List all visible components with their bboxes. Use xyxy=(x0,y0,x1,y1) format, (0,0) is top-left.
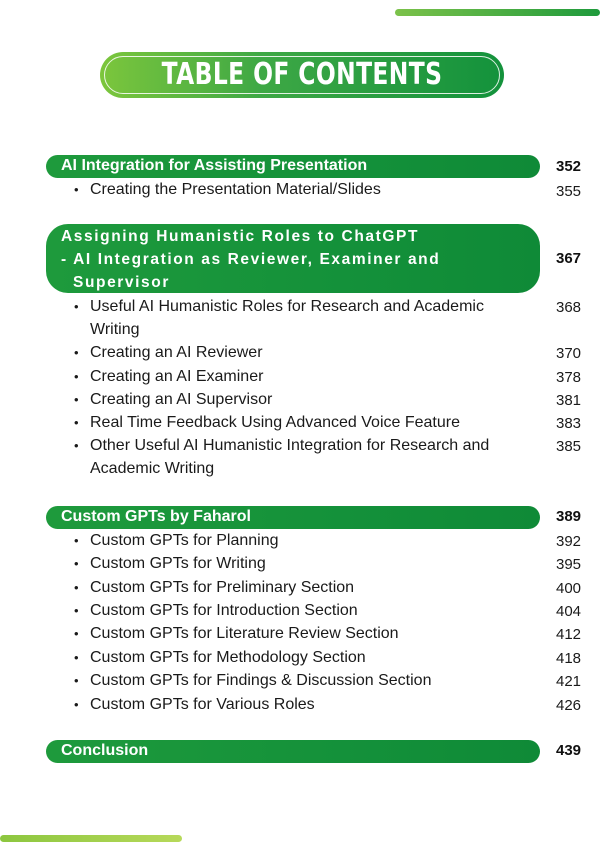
toc-title-banner xyxy=(100,52,504,98)
section-page-number: 389 xyxy=(556,508,582,525)
bullet-icon: • xyxy=(74,580,79,595)
entry-page-number: 385 xyxy=(556,438,582,455)
bullet-icon: • xyxy=(74,369,79,384)
bullet-icon: • xyxy=(74,650,79,665)
section-title: Custom GPTs by Faharol xyxy=(61,508,251,525)
entry-page-number: 381 xyxy=(556,392,582,409)
entry-page-number: 426 xyxy=(556,697,582,714)
entry-page-number: 404 xyxy=(556,603,582,620)
bullet-icon: • xyxy=(74,673,79,688)
bullet-icon: • xyxy=(74,438,79,453)
top-accent-bar xyxy=(395,9,600,16)
bullet-icon: • xyxy=(74,626,79,641)
section-page-number: 352 xyxy=(556,158,582,175)
section-heading-ai-presentation[interactable] xyxy=(46,155,540,178)
section-heading-conclusion[interactable] xyxy=(46,740,540,763)
entry-page-number: 400 xyxy=(556,580,582,597)
entry-page-number: 418 xyxy=(556,650,582,667)
bullet-icon: • xyxy=(74,345,79,360)
toc-title: TABLE OF CONTENTS xyxy=(161,57,443,92)
section-page-number: 439 xyxy=(556,742,582,759)
entry-page-number: 370 xyxy=(556,345,582,362)
bullet-icon: • xyxy=(74,415,79,430)
section-page-number: 367 xyxy=(556,250,582,267)
section-heading-custom-gpts[interactable] xyxy=(46,506,540,529)
bullet-icon: • xyxy=(74,392,79,407)
entry-page-number: 392 xyxy=(556,533,582,550)
entry-page-number: 412 xyxy=(556,626,582,643)
bullet-icon: • xyxy=(74,697,79,712)
bottom-accent-bar xyxy=(0,835,182,842)
bullet-icon: • xyxy=(74,299,79,314)
bullet-icon: • xyxy=(74,533,79,548)
entry-page-number: 383 xyxy=(556,415,582,432)
section-title: AI Integration for Assisting Presentation xyxy=(61,157,368,174)
entry-page-number: 378 xyxy=(556,369,582,386)
section-heading-humanistic-roles[interactable] xyxy=(46,224,540,293)
section-title-line-2: - AI Integration as Reviewer, Examiner and xyxy=(61,251,441,268)
bullet-icon: • xyxy=(74,603,79,618)
section-title: Conclusion xyxy=(61,742,149,759)
entry-page-number: 355 xyxy=(556,183,582,200)
section-title-line-1: Assigning Humanistic Roles to ChatGPT xyxy=(61,228,420,245)
bullet-icon: • xyxy=(74,556,79,571)
bullet-icon: • xyxy=(74,182,79,197)
entry-page-number: 395 xyxy=(556,556,582,573)
entry-page-number: 368 xyxy=(556,299,582,316)
entry-page-number: 421 xyxy=(556,673,582,690)
section-title-line-3: Supervisor xyxy=(73,274,170,291)
